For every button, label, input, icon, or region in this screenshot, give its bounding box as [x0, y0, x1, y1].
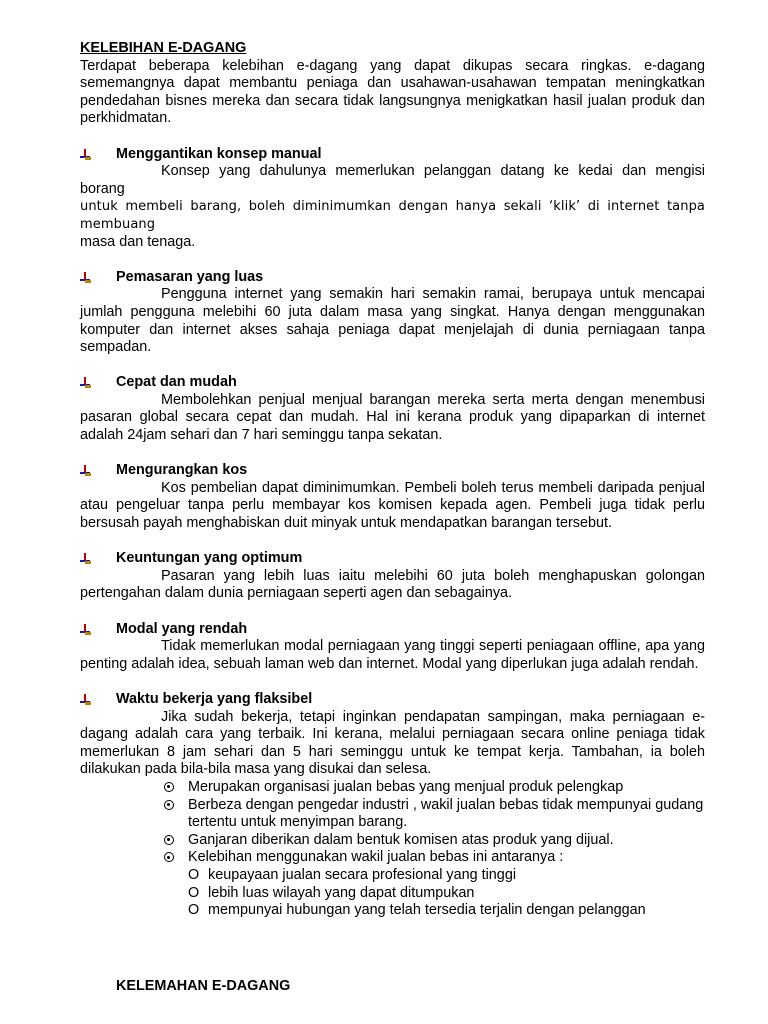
- arrow-bullet-icon: [80, 149, 91, 161]
- section-body: Kos pembelian dapat diminimumkan. Pembeli boleh terus membeli daripada penjual atau pengeluar tanpa perlu membayar kos komisen kepada agen. Pembeli juga tidak perlu bersusah payah menghabiskan duit minyak untuk mendapatkan barangan tersebut.: [80, 479, 705, 532]
- section-body-line: masa dan tenaga.: [80, 233, 196, 250]
- sub-bullet-marker: O: [188, 866, 200, 883]
- arrow-bullet-icon: [80, 694, 91, 706]
- list-item: [80, 849, 705, 867]
- document-title: KELEBIHAN E-DAGANG: [80, 40, 247, 56]
- section-waktu-bekerja-yang-flaksibel: [80, 691, 705, 920]
- section-heading-text: Waktu bekerja yang flaksibel: [116, 690, 313, 707]
- sub-list-item: [80, 885, 705, 903]
- circle-dot-bullet-icon: [164, 852, 174, 862]
- arrow-bullet-icon: [80, 272, 91, 284]
- sub-list-item-text: lebih luas wilayah yang dapat ditumpukan: [208, 884, 475, 901]
- sub-list-item: [80, 902, 705, 920]
- section-heading: [80, 269, 705, 287]
- sub-list-item-text: mempunyai hubungan yang telah tersedia terjalin dengan pelanggan: [208, 902, 646, 919]
- sub-list-item-text: keupayaan jualan secara profesional yang tinggi: [208, 866, 517, 883]
- section-modal-yang-rendah: [80, 621, 705, 674]
- list-item-text: Ganjaran diberikan dalam bentuk komisen atas produk yang dijual.: [188, 831, 614, 848]
- section-body-line: untuk membeli barang, boleh diminimumkan dengan hanya sekali ‘klik’ di internet tanpa membuang: [80, 199, 705, 232]
- section-heading: [80, 550, 705, 568]
- section-heading-text: Menggantikan konsep manual: [116, 145, 322, 162]
- section-heading: [80, 146, 705, 164]
- section-heading-text: Modal yang rendah: [116, 620, 248, 637]
- section-body: Pengguna internet yang semakin hari semakin ramai, berupaya untuk mencapai jumlah pengguna melebihi 60 juta dalam masa yang singkat. Hanya dengan menggunakan komputer dan internet akses sahaja peniaga dapat menjelajah di dunia perniagaan tanpa sempadan.: [80, 286, 705, 356]
- next-section-title: KELEMAHAN E-DAGANG: [116, 978, 291, 994]
- section-heading-text: Pemasaran yang luas: [116, 268, 264, 285]
- bullet-list: [80, 779, 705, 920]
- circle-dot-bullet-icon: [164, 782, 174, 792]
- circle-dot-bullet-icon: [164, 835, 174, 845]
- section-body: Pasaran yang lebih luas iaitu melebihi 60 juta boleh menghapuskan golongan pertengahan dalam dunia perniagaan seperti agen dan sebagainya.: [80, 567, 705, 602]
- section-heading: [80, 374, 705, 392]
- arrow-bullet-icon: [80, 465, 91, 477]
- list-item: [80, 779, 705, 797]
- section-heading-text: Cepat dan mudah: [116, 374, 237, 391]
- list-item: [80, 832, 705, 850]
- section-keuntungan-yang-optimum: [80, 550, 705, 603]
- section-menggantikan-konsep-manual: [80, 146, 705, 252]
- sub-bullet-marker: O: [188, 902, 200, 919]
- section-heading-text: Mengurangkan kos: [116, 462, 248, 479]
- section-heading: [80, 621, 705, 639]
- section-heading: [80, 691, 705, 709]
- section-pemasaran-yang-luas: [80, 269, 705, 357]
- arrow-bullet-icon: [80, 624, 91, 636]
- arrow-bullet-icon: [80, 553, 91, 565]
- list-item: [80, 797, 705, 832]
- section-heading-text: Keuntungan yang optimum: [116, 550, 303, 567]
- intro-paragraph: Terdapat beberapa kelebihan e-dagang yang dapat dikupas secara ringkas. e-dagang sememangnya dapat membantu peniaga dan usahawan-usahawan tempatan meningkatkan pendedahan bisnes mereka dan secara tidak langsungnya menigkatkan hasil jualan produk dan perkhidmatan.: [80, 57, 705, 127]
- section-body: Tidak memerlukan modal perniagaan yang tinggi seperti peniagaan offline, apa yang penting adalah idea, sebuah laman web dan internet. Modal yang diperlukan juga adalah rendah.: [80, 638, 705, 672]
- list-item-text: Kelebihan menggunakan wakil jualan bebas ini antaranya :: [188, 849, 564, 866]
- list-item-text: Merupakan organisasi jualan bebas yang menjual produk pelengkap: [188, 778, 624, 795]
- section-body: Jika sudah bekerja, tetapi inginkan pendapatan sampingan, maka perniagaan e-dagang adalah cara yang terbaik. Ini kerana, melalui perniagaan secara online peniaga tidak memerlukan 8 jam sehari dan 5 hari seminggu untuk ke tempat kerja. Tambahan, ia boleh dilakukan pada bila-bila masa yang disukai dan selesa.: [80, 708, 705, 778]
- sub-list-item: [80, 867, 705, 885]
- sub-bullet-marker: O: [188, 884, 200, 901]
- document-body: [80, 40, 705, 920]
- section-heading: [80, 462, 705, 480]
- list-item-text: Berbeza dengan pengedar industri , wakil jualan bebas tidak mempunyai gudang tertentu untuk menyimpan barang.: [188, 796, 704, 831]
- section-body: Membolehkan penjual menjual barangan mereka serta merta dengan menembusi pasaran global secara cepat dan mudah. Hal ini kerana produk yang dipaparkan di internet adalah 24jam sehari dan 7 hari seminggu tanpa sekatan.: [80, 391, 705, 444]
- circle-dot-bullet-icon: [164, 800, 174, 810]
- section-body-line: Konsep yang dahulunya memerlukan pelanggan datang ke kedai dan mengisi borang: [80, 163, 705, 197]
- section-cepat-dan-mudah: [80, 374, 705, 444]
- section-mengurangkan-kos: [80, 462, 705, 532]
- arrow-bullet-icon: [80, 377, 91, 389]
